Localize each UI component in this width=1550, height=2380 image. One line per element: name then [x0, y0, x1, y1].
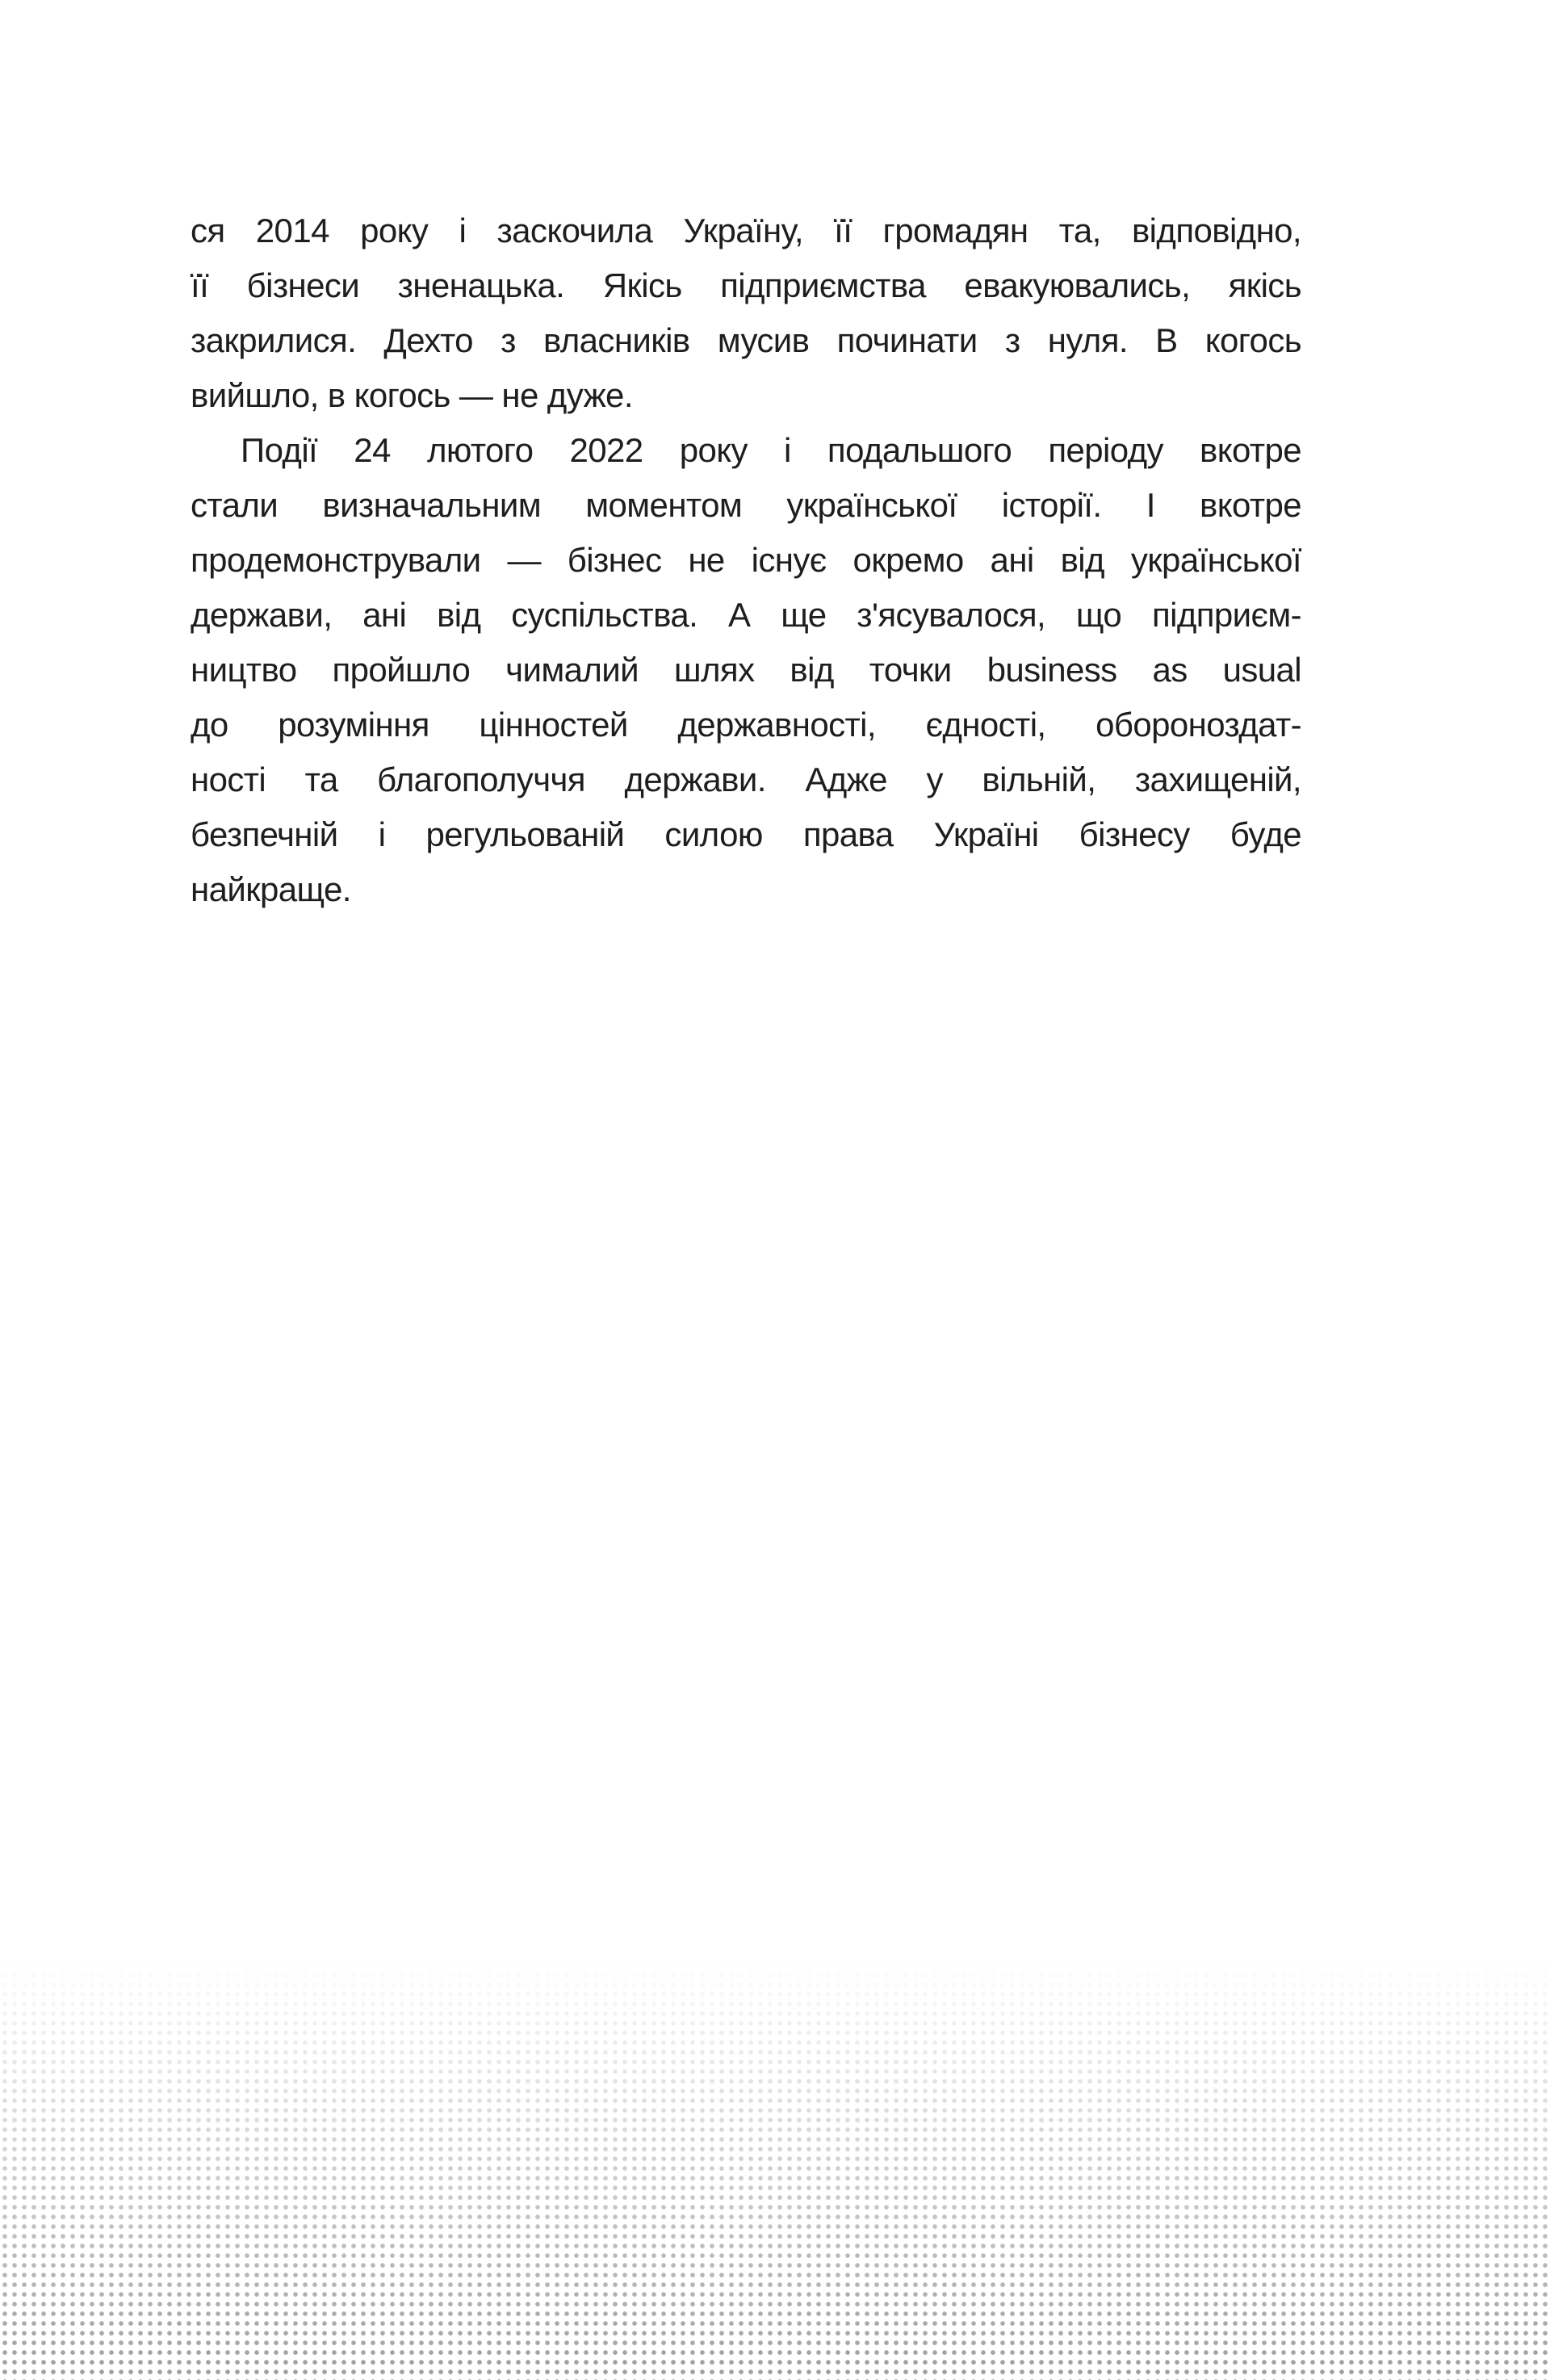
text-line: вийшло, в когось — не дуже. — [191, 376, 633, 414]
text-line: Події 24 лютого 2022 року і подальшого періоду вкотре — [241, 431, 1301, 469]
text-line: ся 2014 року і заскочила Україну, її громадян та, відповідно, — [191, 212, 1301, 249]
text-line: безпечній і регульованій силою права Україні бізнесу буде — [191, 815, 1301, 853]
paragraph-1 — [191, 203, 1301, 423]
text-line: продемонстрували — бізнес не існує окремо ані від української — [191, 541, 1301, 579]
text-line: закрилися. Дехто з власників мусив починати з нуля. В когось — [191, 321, 1301, 359]
paragraph-2 — [191, 423, 1301, 917]
text-line: її бізнеси зненацька. Якісь підприємства евакуювались, якісь — [191, 266, 1301, 304]
text-line: ництво пройшло чималий шлях від точки business as usual — [191, 651, 1301, 689]
halftone-decoration — [0, 1960, 1550, 2380]
text-line: ності та благополуччя держави. Адже у вільній, захищеній, — [191, 761, 1301, 798]
page-text — [191, 203, 1301, 917]
text-line: до розуміння цінностей державності, єдності, обороноздат- — [191, 706, 1301, 744]
text-line: стали визначальним моментом української історії. І вкотре — [191, 486, 1301, 524]
text-line: держави, ані від суспільства. А ще з'ясувалося, що підприєм- — [191, 596, 1301, 634]
text-line: найкраще. — [191, 870, 351, 908]
